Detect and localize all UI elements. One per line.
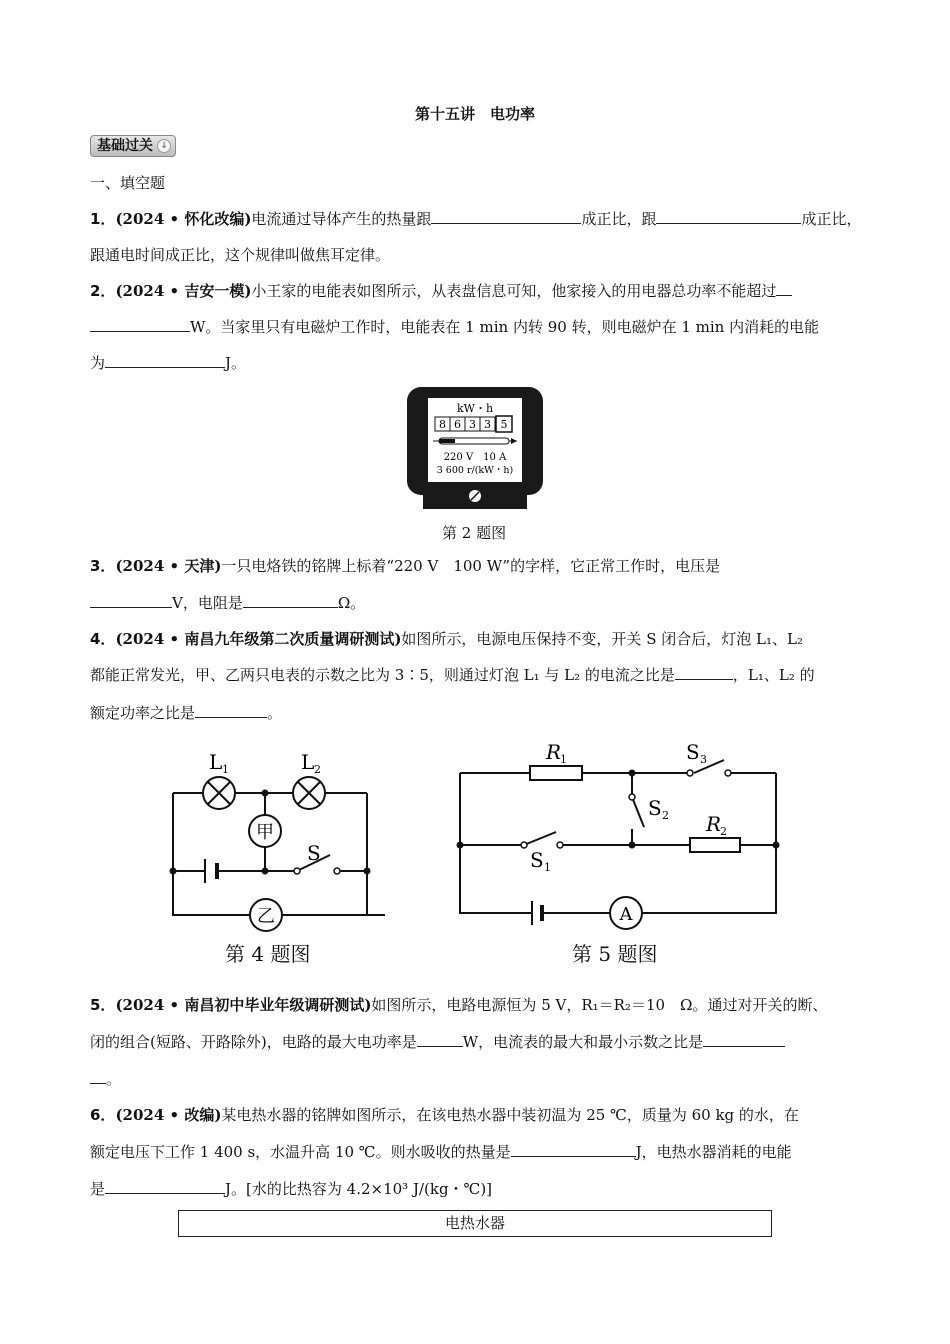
- meter-yi-label: 乙: [257, 906, 275, 927]
- label-switch-S: S: [307, 841, 321, 865]
- meter-spec-2: 3 600 r/(kW・h): [436, 465, 514, 476]
- question-text: 为: [90, 354, 106, 372]
- meter-digit: 8: [439, 418, 446, 431]
- question-3-line-2: [90, 592, 365, 614]
- question-text: 成正比，跟: [581, 210, 657, 228]
- badge-label: 基础过关: [97, 138, 153, 154]
- question-5-line-2: [90, 1031, 785, 1053]
- answer-blank[interactable]: [511, 1141, 636, 1157]
- question-number: 5．: [90, 996, 116, 1014]
- question-2-line-3: [90, 352, 246, 374]
- label-S3-sub: 3: [700, 753, 707, 766]
- question-text: 。: [267, 704, 283, 722]
- lamp-L1-icon: [203, 777, 235, 809]
- ammeter-label: A: [619, 904, 633, 925]
- question-4-line-2: [90, 664, 815, 686]
- question-text: 电流通过导体产生的热量跟: [251, 210, 432, 228]
- question-1-line-1: [90, 208, 861, 230]
- question-4-line-3: [90, 702, 282, 724]
- label-L2: L: [301, 750, 315, 774]
- question-6-line-1: [90, 1104, 799, 1126]
- figure-2-caption: 第 2 题图: [442, 524, 507, 542]
- label-R1: R: [546, 740, 562, 764]
- question-source: (2024 • 天津): [115, 557, 222, 575]
- badge-arrow-icon: ↓: [157, 139, 171, 153]
- question-text: 闭的组合(短路、开路除外)，电路的最大电功率是: [90, 1033, 417, 1051]
- question-text: 都能正常发光，甲、乙两只电表的示数之比为 3∶5，则通过灯泡 L₁ 与 L₂ 的电流之比是: [90, 666, 675, 684]
- question-text: 成正比，: [801, 210, 862, 228]
- answer-blank[interactable]: [90, 316, 190, 332]
- question-number: 4．: [90, 630, 116, 648]
- question-text: 如图所示，电源电压保持不变，开关 S 闭合后，灯泡 L₁、L₂: [401, 630, 803, 648]
- answer-blank[interactable]: [105, 1178, 225, 1194]
- figure-4-circuit: [165, 745, 385, 965]
- answer-blank[interactable]: [776, 280, 792, 296]
- question-text: 某电热水器的铭牌如图所示，在该电热水器中装初温为 25 ℃，质量为 60 kg 的水，在: [221, 1106, 799, 1124]
- label-S1: S: [530, 848, 544, 872]
- answer-blank[interactable]: [90, 592, 172, 608]
- question-text: 小王家的电能表如图所示，从表盘信息可知，他家接入的用电器总功率不能超过: [251, 282, 777, 300]
- figure-5-circuit: [450, 735, 790, 930]
- question-text: J。: [225, 354, 247, 372]
- question-number: 3．: [90, 557, 116, 575]
- label-S2-sub: 2: [662, 809, 669, 822]
- answer-blank[interactable]: [675, 664, 733, 680]
- question-source: (2024 • 怀化改编): [115, 210, 252, 228]
- question-source: (2024 • 改编): [115, 1106, 222, 1124]
- resistor-R1-icon: [530, 766, 582, 780]
- figure-5-caption: 第 5 题图: [572, 942, 658, 966]
- lamp-L2-icon: [293, 777, 325, 809]
- section-badge: [90, 135, 176, 157]
- question-number: 1．: [90, 210, 116, 228]
- question-source: (2024 • 南昌初中毕业年级调研测试): [115, 996, 372, 1014]
- meter-digit-boxes: [435, 416, 512, 432]
- question-text: 额定功率之比是: [90, 704, 196, 722]
- answer-blank[interactable]: [656, 208, 801, 224]
- question-6-line-3: [90, 1178, 492, 1200]
- meter-unit: kW・h: [456, 402, 494, 415]
- question-2-line-2: [90, 316, 819, 338]
- electric-meter-figure: [405, 385, 545, 510]
- question-text: W，电流表的最大和最小示数之比是: [462, 1033, 704, 1051]
- meter-digit: 6: [454, 418, 461, 431]
- label-L2-sub: 2: [314, 763, 321, 776]
- resistor-R2-icon: [690, 838, 740, 852]
- section-heading: 一、填空题: [90, 174, 166, 192]
- question-2-line-1: [90, 280, 792, 302]
- answer-blank[interactable]: [105, 352, 225, 368]
- label-R2: R: [706, 812, 722, 836]
- meter-digit: 3: [484, 418, 491, 431]
- question-text: V，电阻是: [172, 594, 243, 612]
- answer-blank[interactable]: [90, 1068, 106, 1084]
- label-L1-sub: 1: [222, 763, 229, 776]
- question-1-line-2: 跟通电时间成正比，这个规律叫做焦耳定律。: [90, 246, 391, 264]
- label-R1-sub: 1: [560, 753, 567, 766]
- label-S1-sub: 1: [544, 861, 551, 874]
- question-4-line-1: [90, 628, 803, 650]
- meter-spec-1: 220 V 10 A: [443, 452, 507, 463]
- question-number: 2．: [90, 282, 116, 300]
- question-text: J。[水的比热容为 4.2×10³ J/(kg・℃)]: [225, 1180, 493, 1198]
- question-text: 如图所示，电路电源恒为 5 V，R₁＝R₂＝10 Ω。通过对开关的断、: [371, 996, 828, 1014]
- answer-blank[interactable]: [195, 702, 267, 718]
- question-text: 是: [90, 1180, 106, 1198]
- answer-blank[interactable]: [417, 1031, 463, 1047]
- answer-blank[interactable]: [703, 1031, 785, 1047]
- question-source: (2024 • 吉安一模): [115, 282, 252, 300]
- question-5-line-3: [90, 1068, 121, 1090]
- question-5-line-1: [90, 994, 827, 1016]
- question-text: 。: [106, 1070, 122, 1088]
- question-text: W。当家里只有电磁炉工作时，电能表在 1 min 内转 90 转，则电磁炉在 1 min 内消耗的电能: [190, 318, 820, 336]
- label-R2-sub: 2: [720, 825, 727, 838]
- answer-blank[interactable]: [431, 208, 581, 224]
- meter-digit: 5: [500, 418, 508, 431]
- page-title: 第十五讲 电功率: [414, 105, 535, 123]
- question-number: 6．: [90, 1106, 116, 1124]
- question-6-line-2: [90, 1141, 792, 1163]
- question-text: 一只电烙铁的铭牌上标着“220 V 100 W”的字样，它正常工作时，电压是: [221, 557, 721, 575]
- question-text: 额定电压下工作 1 400 s，水温升高 10 ℃。则水吸收的热量是: [90, 1143, 511, 1161]
- label-L1: L: [209, 750, 223, 774]
- question-text: ，L₁、L₂ 的: [732, 666, 815, 684]
- answer-blank[interactable]: [243, 592, 338, 608]
- nameplate-table-header: 电热水器: [178, 1210, 772, 1237]
- question-text: Ω。: [337, 594, 366, 612]
- meter-digit: 3: [469, 418, 476, 431]
- figure-4-caption: 第 4 题图: [225, 942, 311, 966]
- question-source: (2024 • 南昌九年级第二次质量调研测试): [115, 630, 402, 648]
- label-S3: S: [686, 740, 700, 764]
- question-3-line-1: [90, 555, 720, 577]
- question-text: J，电热水器消耗的电能: [635, 1143, 792, 1161]
- label-S2: S: [648, 796, 662, 820]
- meter-jia-label: 甲: [256, 822, 274, 843]
